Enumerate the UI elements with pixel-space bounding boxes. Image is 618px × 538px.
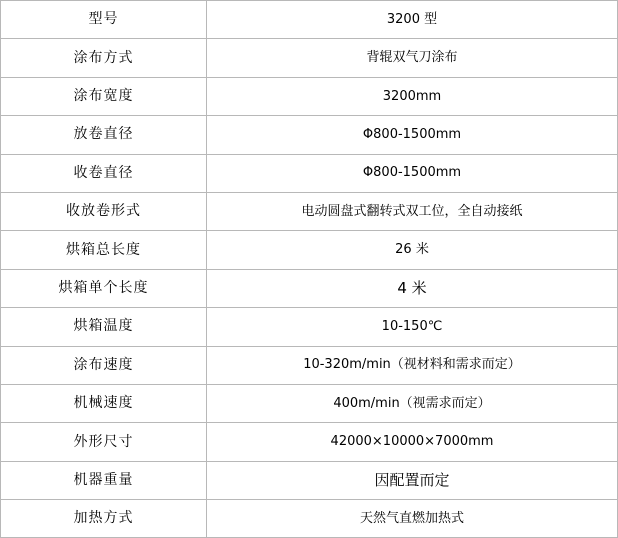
spec-value-cell: 42000×10000×7000mm xyxy=(207,423,618,461)
table-row xyxy=(1,39,618,77)
spec-value-cell: 400m/min（视需求而定） xyxy=(207,384,618,422)
spec-label-cell: 涂布宽度 xyxy=(1,77,207,115)
spec-value-cell: 电动圆盘式翻转式双工位，全自动接纸 xyxy=(207,192,618,230)
table-row xyxy=(1,461,618,499)
specification-table-body xyxy=(1,1,618,538)
spec-value-cell: 因配置而定 xyxy=(207,461,618,499)
spec-label-cell: 涂布速度 xyxy=(1,346,207,384)
table-row xyxy=(1,269,618,307)
spec-value-cell: 天然气直燃加热式 xyxy=(207,500,618,538)
table-row xyxy=(1,154,618,192)
spec-label-cell: 涂布方式 xyxy=(1,39,207,77)
spec-value-cell: 3200mm xyxy=(207,77,618,115)
spec-label-cell: 机器重量 xyxy=(1,461,207,499)
spec-label-cell: 收卷直径 xyxy=(1,154,207,192)
table-row xyxy=(1,384,618,422)
spec-label-cell: 型号 xyxy=(1,1,207,39)
spec-value-cell: 26 米 xyxy=(207,231,618,269)
spec-label-cell: 收放卷形式 xyxy=(1,192,207,230)
spec-value-cell: 3200 型 xyxy=(207,1,618,39)
spec-value-cell: 10-150℃ xyxy=(207,308,618,346)
spec-label-cell: 放卷直径 xyxy=(1,116,207,154)
table-row xyxy=(1,500,618,538)
spec-label-cell: 烘箱总长度 xyxy=(1,231,207,269)
table-row xyxy=(1,346,618,384)
spec-value-cell: Φ800-1500mm xyxy=(207,154,618,192)
spec-value-cell: Φ800-1500mm xyxy=(207,116,618,154)
spec-label-cell: 外形尺寸 xyxy=(1,423,207,461)
table-row xyxy=(1,116,618,154)
spec-value-cell: 背辊双气刀涂布 xyxy=(207,39,618,77)
table-row xyxy=(1,423,618,461)
spec-label-cell: 烘箱单个长度 xyxy=(1,269,207,307)
spec-label-cell: 机械速度 xyxy=(1,384,207,422)
table-row xyxy=(1,308,618,346)
spec-label-cell: 加热方式 xyxy=(1,500,207,538)
table-row xyxy=(1,77,618,115)
spec-label-cell: 烘箱温度 xyxy=(1,308,207,346)
spec-value-cell: 10-320m/min（视材料和需求而定） xyxy=(207,346,618,384)
table-row xyxy=(1,231,618,269)
table-row xyxy=(1,192,618,230)
table-row xyxy=(1,1,618,39)
spec-value-cell: 4 米 xyxy=(207,269,618,307)
